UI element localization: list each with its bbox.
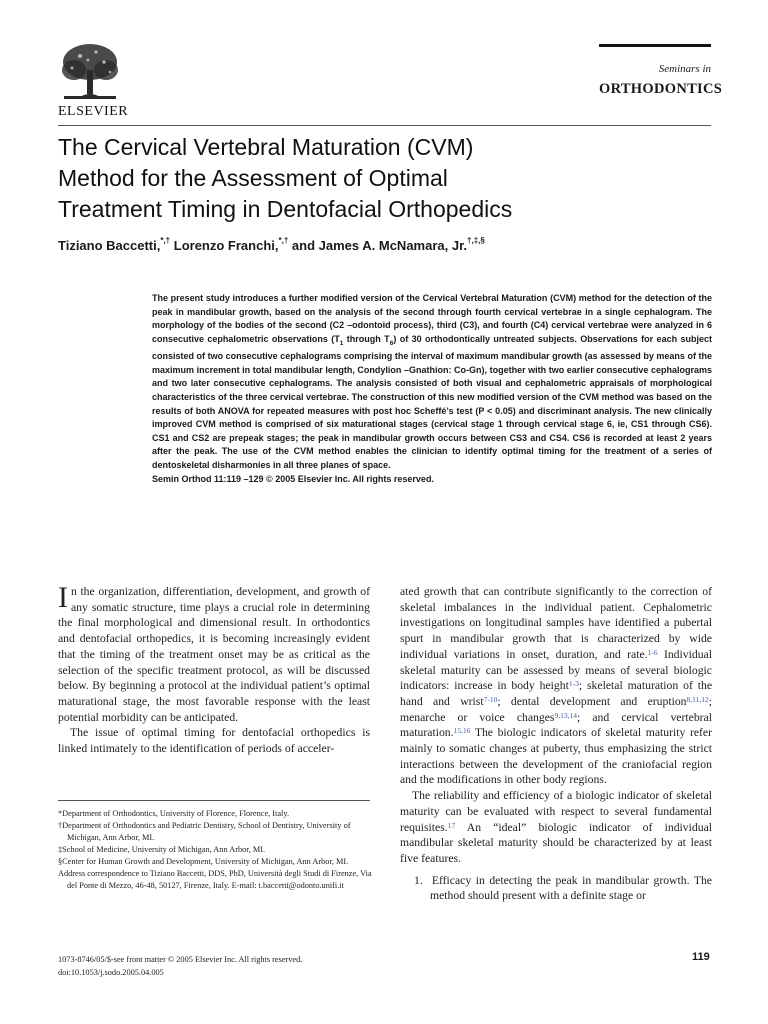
title-line-2: Method for the Assessment of Optimal [58, 165, 448, 192]
abstract-text-3: ) of 30 orthodontically untreated subjects. Observations for each subject consisted of two consecutive cephalograms comprising the interval of maximum mandibular growth (as assessed by means of the maximum increment in total mandibular length, Condylion –Gnathion: Co-Gn), together with two earlier consecutive cephalograms and two later consecutive cephalograms. The analysis consisted of both visual and cephalometric appraisals of morphological characteristics of the three cervical vertebrae. The construction of this new modified version of the CVM method was based on the results of both ANOVA for repeated measures with post hoc Scheffé’s test (P < 0.05) and discriminant analysis. The new clinically improved CVM method is comprised of six maturational stages (cervical stage 1 through cervical stage 6, ie, CS1 through CS6). CS1 and CS2 are prepeak stages; the peak in mandibular growth occurs between CS3 and CS4. CS6 is recorded at least 2 years after the peak. The use of the CVM method enables the clinician to identify optimal timing for the treatment of a series of dentoskeletal disharmonies in all three planes of space. [152, 333, 712, 470]
journal-series: Seminars in [658, 63, 711, 75]
abstract-sub-2: 6 [389, 339, 394, 347]
abstract-citation: Semin Orthod 11:119 –129 © 2005 Elsevier Inc. All rights reserved. [152, 473, 434, 484]
text-run: ; and cervical vertebral maturation. [400, 710, 712, 740]
body-paragraph-4 [400, 788, 712, 867]
text-run: Individual skeletal maturity can be assessed by means of several biologic indicators: increase in body height [400, 647, 712, 693]
footnotes [58, 808, 372, 892]
journal-masthead [599, 44, 723, 98]
publisher-name: ELSEVIER [58, 104, 129, 119]
text-run: ; skeletal maturation of the hand and wrist [400, 679, 713, 708]
author-1-affil: *,† [160, 236, 171, 245]
author-2-affil: *,† [278, 236, 289, 245]
masthead-rule [599, 44, 711, 47]
text-run: ; dental development and eruption [497, 694, 687, 708]
author-1: Tiziano Baccetti, [58, 238, 161, 253]
text-run: An “ideal” biologic indicator of individual mandibular skeletal maturity should be characterized by at least five features. [400, 820, 712, 865]
body-paragraph-2: The issue of optimal timing for dentofacial orthopedics is linked intimately to the identification of periods of acceler- [58, 726, 370, 756]
drop-cap: I [58, 581, 68, 614]
abstract-text-1: The present study introduces a further modified version of the Cervical Vertebral Maturation (CVM) method for the detection of the peak in mandibular growth, based on the analysis of the second through fourth cervical vertebrae in a single cephalogram. The morphology of the bodies of the second (C2 –odontoid process), third (C3), and fourth (C4) cervical vertebrae were analyzed in 6 consecutive cephalometric observations (T [152, 293, 712, 344]
list-item-text: Efficacy in detecting the peak in mandibular growth. The method should present with a definite stage or [430, 873, 712, 903]
author-list [58, 238, 485, 253]
reference-link[interactable]: 8,11,12 [686, 694, 709, 704]
article-title [58, 132, 658, 225]
body-paragraph-1-text: n the organization, differentiation, development, and growth of any somatic structure, time plays a crucial role in determining the final morphological and dimensional result. In orthodontics and dentofacial orthopedics, it is becoming increasingly evident that the timing of the treatment onset may be as critical as the selection of the specific treatment protocol, as will be discussed below. By beginning a protocol at the individual patient’s optimal maturational stage, the most favorable response with the least potential morbidity can be anticipated. [58, 585, 370, 724]
text-run: ated growth that can contribute significantly to the correction of skeletal imbalances in the individual patient. Cephalometric investigations on longitudinal samples have identified a pubertal spurt in mandibular growth that is characterized by wide individual variations in onset, duration, and rate. [400, 585, 712, 661]
text-run: The biologic indicators of skeletal maturity refer mainly to somatic changes at puberty, thus emphasizing the strict interactions between the development of the craniofacial region and the modifications in other body regions. [400, 726, 712, 787]
abstract-text-2: through T [343, 333, 390, 344]
body-right-column [400, 584, 712, 904]
footnote: †Department of Orthodontics and Pediatric Dentistry, School of Dentistry, University of Michigan, Ann Arbor, MI. [58, 821, 351, 842]
reference-link[interactable]: 17 [447, 820, 456, 830]
body-paragraph-1 [58, 581, 370, 725]
reference-link[interactable]: 7-10 [483, 694, 498, 704]
text-run: ; menarche or voice changes [400, 694, 713, 724]
reference-link[interactable]: 1-3 [568, 679, 579, 689]
list-number: 1. [414, 873, 423, 887]
body-left-column [58, 581, 370, 757]
author-3: and James A. McNamara, Jr. [291, 238, 468, 253]
doi-link[interactable]: doi:10.1053/j.sodo.2005.04.005 [58, 968, 164, 977]
list-item [400, 873, 712, 904]
author-2: Lorenzo Franchi, [173, 238, 279, 253]
front-matter [58, 953, 302, 979]
text-run: The reliability and efficiency of a biologic indicator of skeletal maturity can be evaluated with respect to several fundamental requisites. [400, 789, 712, 834]
abstract [152, 292, 712, 486]
header-divider [58, 125, 711, 126]
title-line-3: Treatment Timing in Dentofacial Orthopedics [58, 196, 513, 223]
footnote: Address correspondence to Tiziano Baccetti, DDS, PhD, Università degli Studi di Firenze, Via del Ponte di Mezzo, 46-48, 50127, Firenze, Italy. E-mail: t.baccetti@odonto.unifi.it [58, 869, 372, 890]
footnote: ‡School of Medicine, University of Michigan, Ann Arbor, MI. [58, 845, 266, 854]
footnote-divider [58, 800, 370, 801]
author-3-affil: †,‡,§ [467, 236, 485, 245]
page-number: 119 [692, 951, 710, 963]
reference-link[interactable]: 9,13,14 [554, 710, 577, 720]
reference-link[interactable]: 1-6 [647, 647, 658, 657]
abstract-sub-1: 1 [339, 339, 344, 347]
reference-link[interactable]: 15,16 [453, 726, 471, 736]
body-paragraph-3 [400, 584, 712, 788]
footnote: §Center for Human Growth and Development, University of Michigan, Ann Arbor, MI. [58, 857, 349, 866]
journal-name: ORTHODONTICS [599, 81, 723, 97]
copyright-line: 1073-8746/05/$-see front matter © 2005 Elsevier Inc. All rights reserved. [58, 955, 303, 964]
title-line-1: The Cervical Vertebral Maturation (CVM) [58, 134, 474, 160]
footnote: *Department of Orthodontics, University of Florence, Florence, Italy. [58, 809, 290, 818]
feature-list [400, 873, 712, 904]
